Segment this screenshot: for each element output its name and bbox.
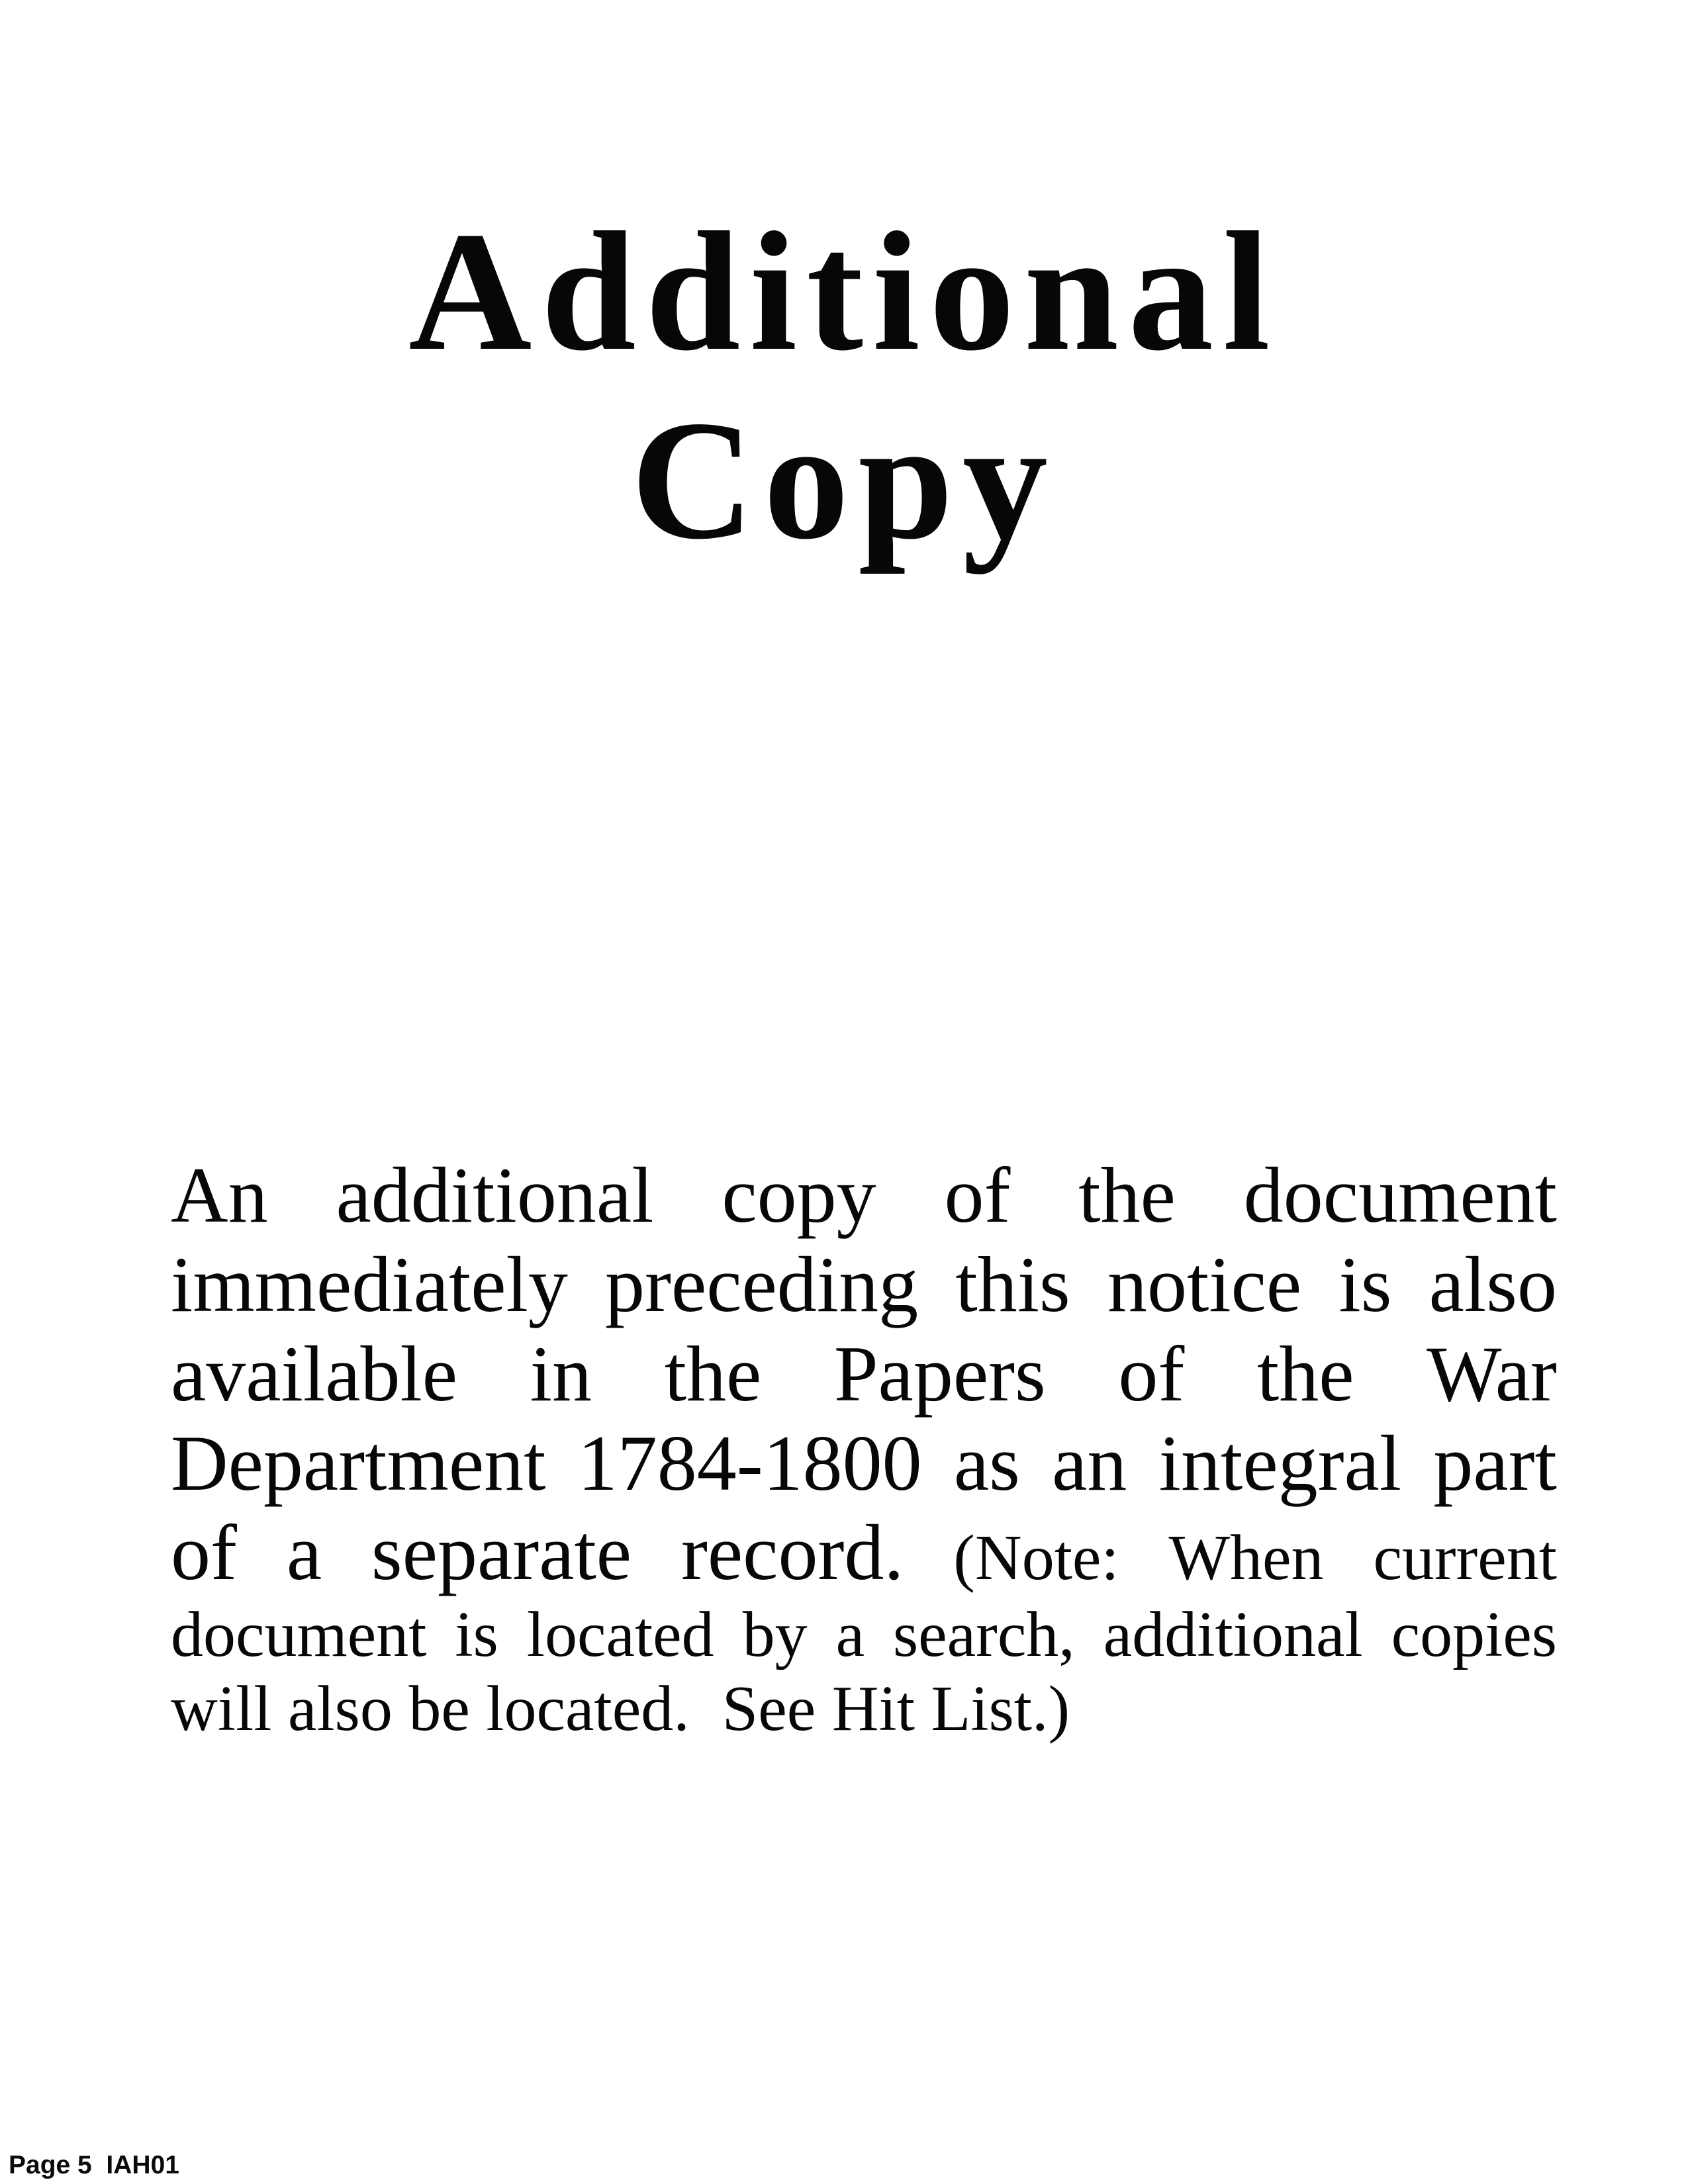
paragraph-word: additional (336, 1151, 654, 1239)
paragraph-word: located (526, 1599, 714, 1670)
paragraph-word: a (835, 1599, 865, 1670)
paragraph-word: of (1118, 1330, 1185, 1418)
paragraph-word: An (171, 1151, 268, 1239)
paragraph-word: in (530, 1330, 592, 1418)
paragraph-word: War (1427, 1330, 1557, 1418)
paragraph-word: Papers (833, 1330, 1046, 1418)
paragraph-word: additional (1103, 1599, 1363, 1670)
paragraph-word: search, (893, 1599, 1075, 1670)
paragraph-word: notice (1107, 1240, 1302, 1328)
paragraph-word: by (742, 1599, 808, 1670)
title-line-2: Copy (631, 385, 1057, 574)
paragraph-word: integral (1158, 1419, 1402, 1507)
paragraph-word: also (1429, 1240, 1557, 1328)
paragraph-word: Department (171, 1419, 546, 1507)
paragraph-line-7 (171, 1673, 1557, 1751)
paragraph-word: part (1433, 1419, 1557, 1507)
paragraph-word: of (944, 1151, 1011, 1239)
paragraph-line-3 (171, 1330, 1557, 1424)
paragraph-word: the (1078, 1151, 1176, 1239)
paragraph-word: document (171, 1599, 427, 1670)
paragraph-text: will also be located. See Hit List.) (171, 1673, 1070, 1745)
paragraph-word: preceding (605, 1240, 919, 1328)
page-title (0, 197, 1688, 574)
paragraph-word: copies (1391, 1599, 1557, 1670)
page-footer: Page 5 IAH01 (9, 2151, 179, 2179)
paragraph-word: is (455, 1599, 498, 1670)
paragraph-word: immediately (171, 1240, 568, 1328)
paragraph-word: separate (371, 1508, 632, 1596)
paragraph-word: copy (722, 1151, 876, 1239)
paragraph-word: 1784-1800 (577, 1419, 922, 1507)
paragraph-line-2 (171, 1240, 1557, 1334)
paragraph-word: an (1052, 1419, 1127, 1507)
paragraph-word: this (955, 1240, 1070, 1328)
paragraph-word: is (1338, 1240, 1392, 1328)
paragraph-word: available (171, 1330, 458, 1418)
paragraph-line-5 (171, 1508, 1557, 1602)
paragraph-line-6 (171, 1599, 1557, 1676)
paragraph-word: the (664, 1330, 762, 1418)
paragraph-word: the (1256, 1330, 1354, 1418)
paragraph-word: When (1168, 1522, 1324, 1594)
paragraph-line-1 (171, 1151, 1557, 1245)
paragraph-word: record. (680, 1508, 904, 1596)
title-line-1: Additional (408, 197, 1280, 386)
paragraph-line-4 (171, 1419, 1557, 1513)
paragraph-word: (Note: (953, 1522, 1119, 1594)
paragraph-word: a (286, 1508, 322, 1596)
paragraph-word: current (1373, 1522, 1557, 1594)
paragraph-word: document (1243, 1151, 1557, 1239)
paragraph-word: of (171, 1508, 237, 1596)
notice-paragraph (171, 1151, 1557, 1751)
paragraph-word: as (953, 1419, 1020, 1507)
